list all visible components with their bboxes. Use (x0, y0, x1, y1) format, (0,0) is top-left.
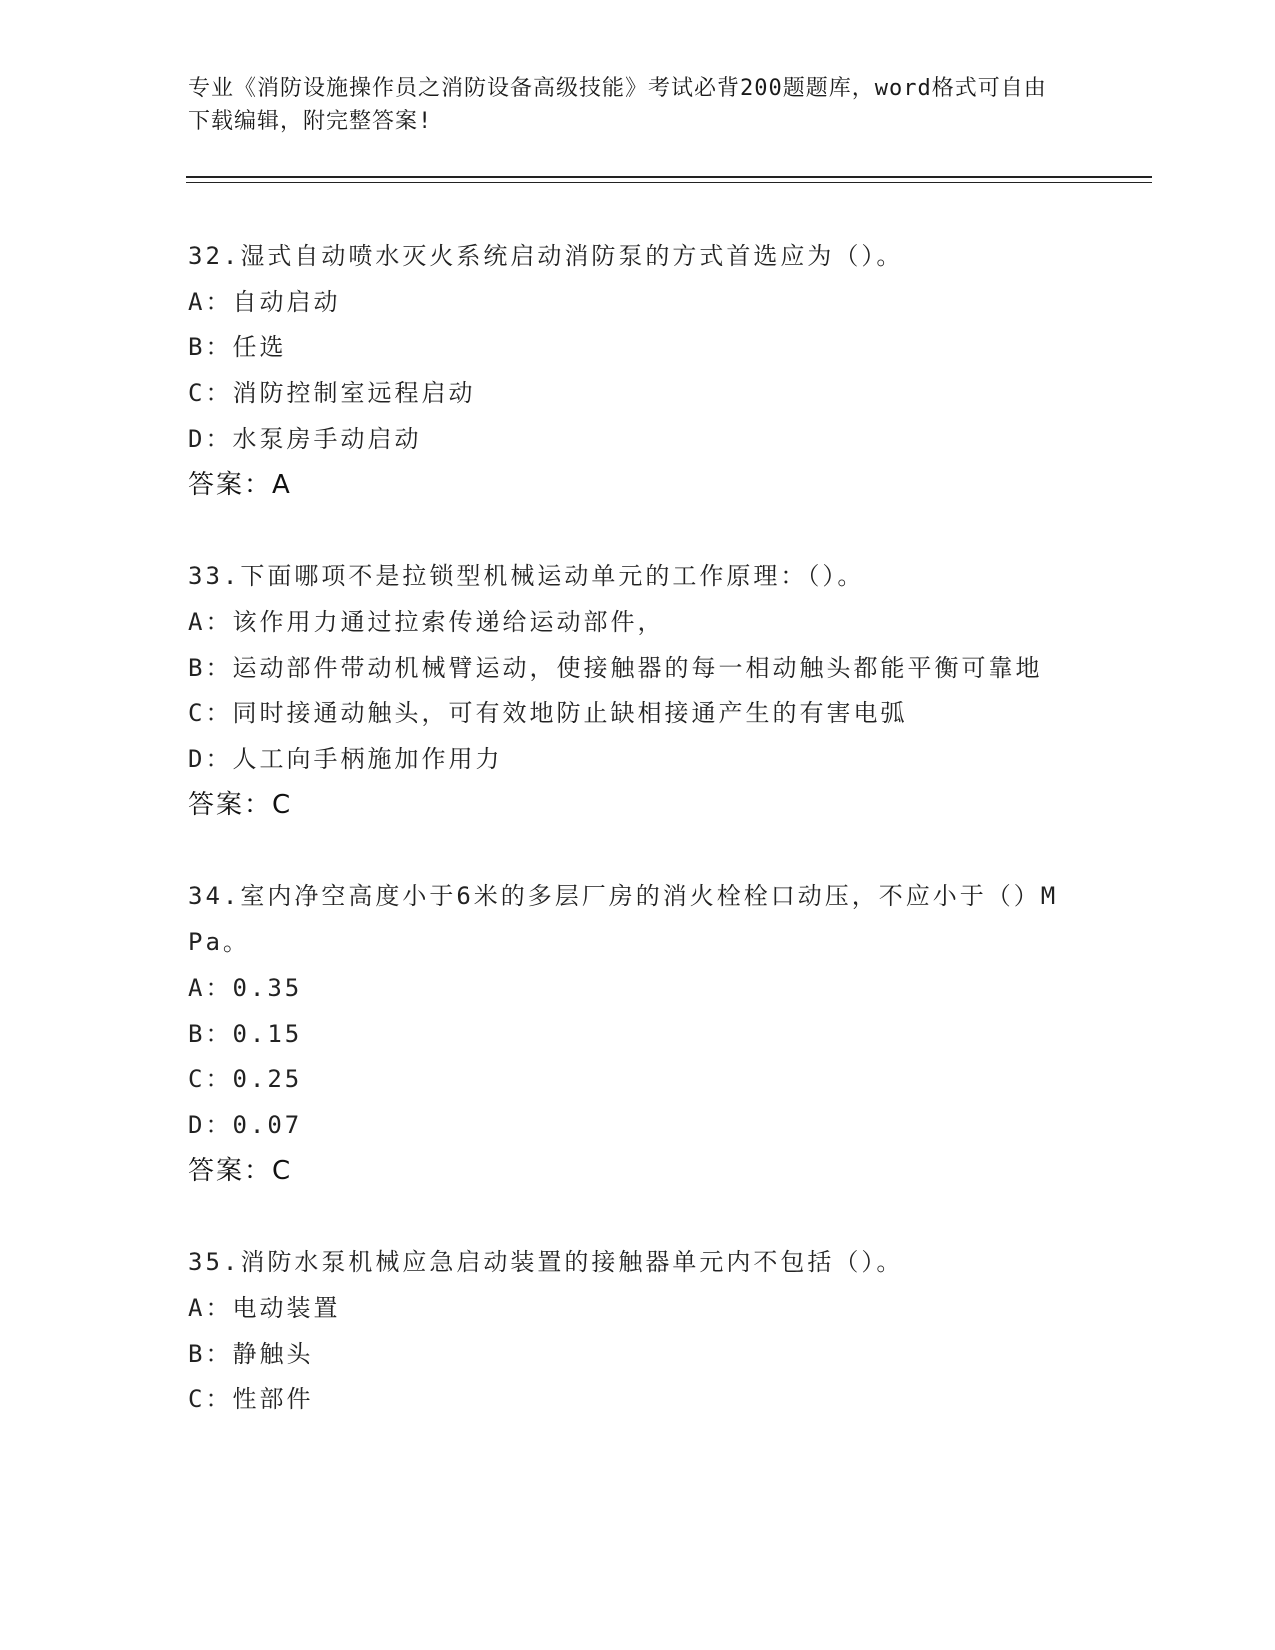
option-d: D：0.07 (188, 1110, 303, 1139)
option-a: A：电动装置 (188, 1294, 341, 1323)
option-c: C：性部件 (188, 1385, 314, 1414)
question-33 (188, 554, 1088, 828)
option-d: D：人工向手柄施加作用力 (188, 745, 503, 774)
option-b: B：0.15 (188, 1019, 303, 1048)
document-header: 专业《消防设施操作员之消防设备高级技能》考试必背200题题库，word格式可自由下载编辑，附完整答案! (188, 76, 1047, 134)
option-b: B：任选 (188, 333, 287, 362)
question-text: 35.消防水泵机械应急启动装置的接触器单元内不包括（）。 (188, 1248, 904, 1277)
option-c: C：消防控制室远程启动 (188, 379, 476, 408)
question-list (188, 234, 1088, 1469)
header-divider (186, 176, 1152, 178)
question-32 (188, 234, 1088, 508)
question-text: 32.湿式自动喷水灭火系统启动消防泵的方式首选应为（）。 (188, 242, 904, 270)
option-a: A：自动启动 (188, 287, 341, 316)
option-b: B：运动部件带动机械臂运动，使接触器的每一相动触头都能平衡可靠地 (188, 653, 1043, 682)
option-a: A：0.35 (188, 973, 303, 1002)
question-text: 34.室内净空高度小于6米的多层厂房的消火栓栓口动压，不应小于（）MPa。 (188, 882, 1059, 957)
option-c: C：0.25 (188, 1065, 303, 1094)
option-b: B：静触头 (188, 1339, 314, 1368)
question-text: 33.下面哪项不是拉锁型机械运动单元的工作原理：（）。 (188, 562, 865, 591)
question-34 (188, 874, 1088, 1194)
option-a: A：该作用力通过拉索传递给运动部件， (188, 607, 665, 636)
header-divider-thin (186, 182, 1152, 183)
question-35 (188, 1240, 1088, 1423)
option-c: C：同时接通动触头，可有效地防止缺相接通产生的有害电弧 (188, 699, 908, 728)
answer: 答案：A (188, 469, 292, 500)
answer: 答案：C (188, 1155, 293, 1186)
option-d: D：水泵房手动启动 (188, 424, 422, 453)
answer: 答案：C (188, 789, 293, 820)
